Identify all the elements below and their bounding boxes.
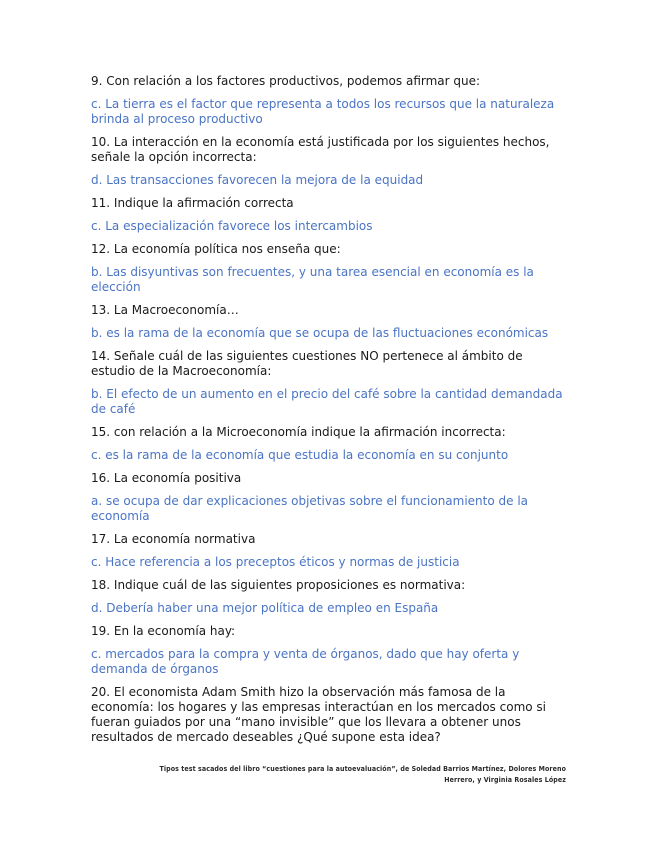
question-item-18 <box>91 578 569 616</box>
footer-line: Herrero, y Virginia Rosales López <box>444 776 566 784</box>
answer-text: c. mercados para la compra y venta de órganos, dado que hay oferta y demanda de órganos <box>91 647 520 676</box>
answer-text: c. Hace referencia a los preceptos éticos y normas de justicia <box>91 555 460 569</box>
answer-text: a. se ocupa de dar explicaciones objetivas sobre el funcionamiento de la economía <box>91 494 529 523</box>
answer-text: b. Las disyuntivas son frecuentes, y una tarea esencial en economía es la elección <box>91 265 534 294</box>
footer-line: Tipos test sacados del libro “cuestiones para la autoevaluación”, de Soledad Barrios Martínez, Dolores Moreno <box>159 765 566 773</box>
question-item-16 <box>91 471 569 524</box>
question-text: 19. En la economía hay: <box>91 624 236 638</box>
document-page <box>91 74 569 753</box>
question-text: 15. con relación a la Microeconomía indique la afirmación incorrecta: <box>91 425 506 439</box>
question-text: 9. Con relación a los factores productivos, podemos afirmar que: <box>91 74 481 88</box>
question-text: 10. La interacción en la economía está justificada por los siguientes hechos, señale la opción incorrecta: <box>91 135 550 164</box>
answer-text: c. es la rama de la economía que estudia la economía en su conjunto <box>91 448 509 462</box>
question-item-9 <box>91 74 569 127</box>
question-item-14 <box>91 349 569 417</box>
answer-text: b. El efecto de un aumento en el precio del café sobre la cantidad demandada de café <box>91 387 563 416</box>
question-item-13 <box>91 303 569 341</box>
question-text: 13. La Macroeconomía… <box>91 303 239 317</box>
question-text: 20. El economista Adam Smith hizo la observación más famosa de la economía: los hogares y las empresas interactúan en los mercados como si fueran guiados por una “mano invisible” que los llevara a obtener unos resultados de mercado deseables ¿Qué supone esta idea? <box>91 685 546 744</box>
question-item-15 <box>91 425 569 463</box>
answer-text: b. es la rama de la economía que se ocupa de las fluctuaciones económicas <box>91 326 549 340</box>
question-item-11 <box>91 196 569 234</box>
question-item-17 <box>91 532 569 570</box>
question-item-20 <box>91 685 569 745</box>
question-item-19 <box>91 624 569 677</box>
question-text: 12. La economía política nos enseña que: <box>91 242 341 256</box>
question-item-10 <box>91 135 569 188</box>
question-text: 17. La economía normativa <box>91 532 256 546</box>
answer-text: d. Las transacciones favorecen la mejora de la equidad <box>91 173 424 187</box>
answer-text: c. La tierra es el factor que representa a todos los recursos que la naturaleza brinda al proceso productivo <box>91 97 555 126</box>
question-text: 11. Indique la afirmación correcta <box>91 196 294 210</box>
question-text: 16. La economía positiva <box>91 471 242 485</box>
question-text: 18. Indique cuál de las siguientes proposiciones es normativa: <box>91 578 466 592</box>
question-text: 14. Señale cuál de las siguientes cuestiones NO pertenece al ámbito de estudio de la Macroeconomía: <box>91 349 523 378</box>
question-item-12 <box>91 242 569 295</box>
source-footer <box>100 764 566 786</box>
answer-text: c. La especialización favorece los intercambios <box>91 219 373 233</box>
answer-text: d. Debería haber una mejor política de empleo en España <box>91 601 439 615</box>
